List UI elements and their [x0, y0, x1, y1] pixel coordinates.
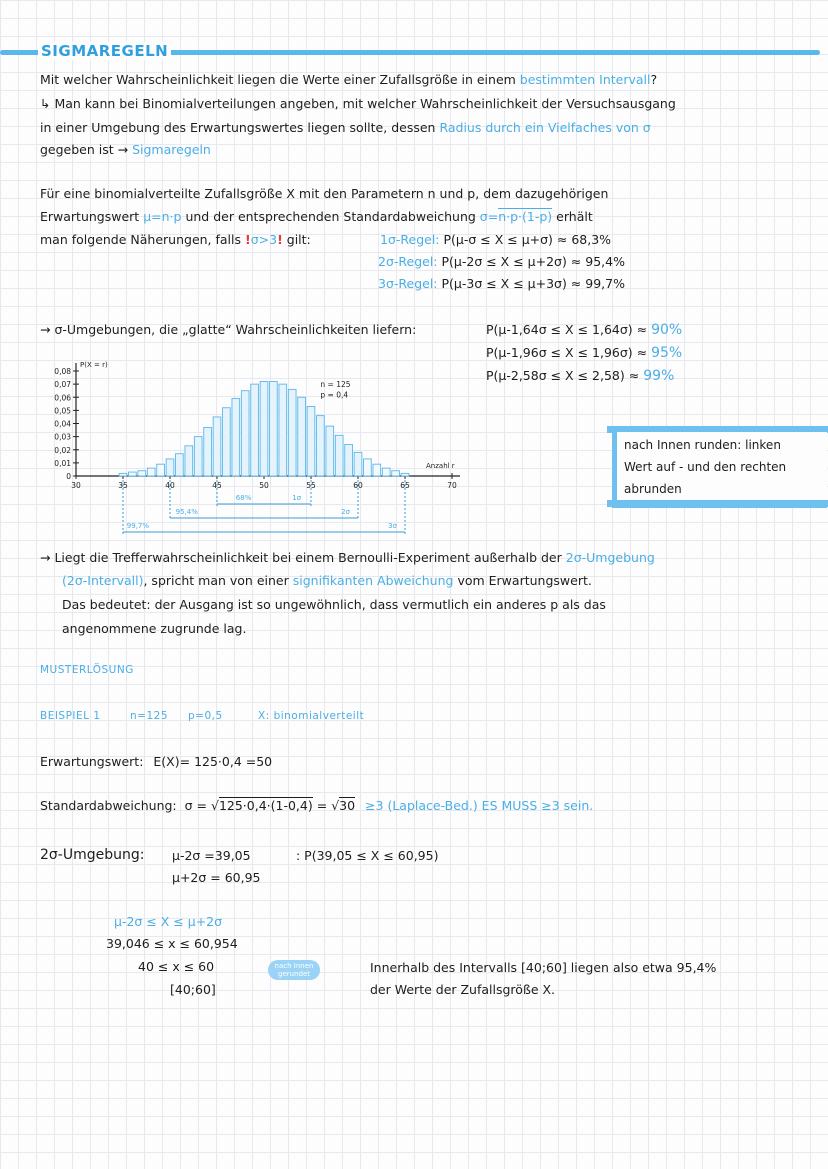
rule-2: [378, 252, 625, 271]
bar: [270, 382, 278, 477]
intro-question-mark: ?: [650, 72, 658, 87]
smooth-expr: P(μ-2,58σ ≤ X ≤ 2,58) ≈: [486, 368, 640, 383]
bar: [232, 399, 240, 476]
y-tick-label: 0,01: [54, 458, 71, 468]
note-line-1: nach Innen runden: linken: [624, 438, 781, 452]
bar: [251, 384, 259, 476]
smooth-label: → σ-Umgebungen, die „glatte“ Wahrscheinlichkeiten liefern:: [40, 322, 417, 337]
bar: [307, 406, 315, 476]
x-tick-label: 35: [118, 481, 128, 490]
sd-pre: σ =: [184, 798, 207, 813]
exclamation-icon: !: [277, 232, 283, 247]
x-tick-label: 30: [71, 481, 81, 490]
intro-highlight: bestimmten Intervall: [519, 72, 651, 87]
text: → Liegt die Trefferwahrscheinlichkeit bei einem Bernoulli-Experiment außerhalb der: [40, 550, 562, 565]
highlight: (2σ-Intervall): [62, 573, 144, 588]
smooth-item-2: [486, 343, 682, 363]
x-tick-label: 50: [259, 481, 269, 490]
note-line-2: Wert auf - und den rechten: [624, 460, 787, 474]
y-tick-label: 0,05: [54, 406, 71, 416]
rule-expr: P(μ-2σ ≤ X ≤ μ+2σ) ≈ 95,4%: [441, 254, 625, 269]
bar: [138, 471, 146, 476]
y-tick-label: 0,03: [54, 432, 71, 442]
example-dist: X: binomialverteilt: [258, 710, 365, 722]
bar: [147, 468, 155, 476]
rule-1: [380, 230, 611, 249]
x-axis-label: Anzahl r: [426, 462, 455, 470]
bar: [213, 417, 221, 476]
smooth-expr: P(μ-1,64σ ≤ X ≤ 1,64σ) ≈: [486, 322, 648, 337]
example-n: n=125: [130, 710, 168, 722]
bar: [317, 416, 325, 476]
ew-expr: E(X)= 125·0,4 =50: [153, 754, 273, 769]
smooth-expr: P(μ-1,96σ ≤ X ≤ 1,96σ) ≈: [486, 345, 648, 360]
bar: [354, 452, 362, 476]
bar: [326, 426, 334, 476]
intro-line-1: [40, 70, 657, 89]
y-tick-label: 0,06: [54, 393, 71, 403]
env-line-1: μ-2σ =39,05: [172, 848, 251, 863]
sigma-formula: σ=: [479, 209, 499, 224]
text: , spricht man von einer: [143, 573, 289, 588]
bar: [157, 464, 165, 476]
x-tick-label: 55: [306, 481, 316, 490]
bar: [392, 471, 400, 476]
bar: [401, 473, 409, 476]
y-tick-label: 0: [66, 472, 71, 481]
ew-row: [40, 752, 272, 771]
note-line-3: abrunden: [624, 482, 682, 496]
example-label: BEISPIEL 1: [40, 710, 101, 722]
bar: [364, 459, 372, 476]
env-label: 2σ-Umgebung:: [40, 847, 145, 863]
text: man folgende Näherungen, falls: [40, 232, 242, 247]
sd-eq: =: [316, 798, 328, 813]
x-tick-label: 65: [400, 481, 410, 490]
intro-text: gegeben ist →: [40, 142, 129, 157]
signif-line-3: Das bedeutet: der Ausgang ist so ungewöhnlich, dass vermutlich ein anderes p als das: [62, 597, 606, 612]
sd-condition: ≥3 (Laplace-Bed.) ES MUSS ≥3 sein.: [365, 798, 594, 813]
sigma2-label: 2σ: [341, 508, 350, 516]
sigma-root: n·p·(1-p): [498, 209, 553, 224]
bar: [373, 464, 381, 476]
page-title: SIGMAREGELN: [38, 42, 171, 60]
sigma2-pct: 95,4%: [175, 508, 198, 516]
bar: [204, 427, 212, 476]
rule-name: 3σ-Regel:: [378, 276, 438, 291]
para2-line-1: Für eine binomialverteilte Zufallsgröße X mit den Parametern n und p, dem dazugehörigen: [40, 186, 609, 201]
sd-row: Standardabweichung: σ = √125·0,4·(1-0,4) = √30 ≥3 (Laplace-Bed.) ES MUSS ≥3 sein.: [40, 798, 594, 813]
highlight: 2σ-Umgebung: [565, 550, 655, 565]
para2-line-2: [40, 207, 593, 226]
ineq-3: 40 ≤ x ≤ 60: [138, 959, 215, 974]
rule-3: [378, 274, 625, 293]
sd-label: Standardabweichung:: [40, 798, 177, 813]
para2-line-3: [40, 230, 311, 249]
sd-root: 125·0,4·(1-0,4): [218, 798, 313, 813]
sigma1-pct: 68%: [235, 494, 252, 502]
bar: [382, 468, 390, 476]
smooth-item-3: [486, 366, 674, 386]
env-line-2: μ+2σ = 60,95: [172, 870, 261, 885]
bar: [176, 454, 184, 476]
rule-name: 2σ-Regel:: [378, 254, 438, 269]
y-tick-label: 0,08: [54, 367, 71, 376]
text: Erwartungswert: [40, 209, 140, 224]
binomial-chart: [40, 356, 470, 534]
smooth-pct: 90%: [651, 322, 683, 338]
conclusion-2: der Werte der Zufallsgröße X.: [370, 982, 556, 997]
y-tick-label: 0,07: [54, 380, 71, 390]
signif-line-4: angenommene zugrunde lag.: [62, 621, 247, 636]
solution-heading: MUSTERLÖSUNG: [40, 664, 134, 676]
intro-text: in einer Umgebung des Erwartungswertes liegen sollte, dessen: [40, 120, 436, 135]
smooth-item-1: [486, 320, 682, 340]
bar: [185, 446, 193, 476]
sigma3-pct: 99,7%: [126, 522, 150, 530]
sigmaregeln-link: Sigmaregeln: [132, 142, 211, 157]
note-strip-bottom: [607, 500, 828, 507]
sigma1-label: 1σ: [292, 494, 302, 502]
intro-line-3: [40, 118, 651, 137]
rule-expr: P(μ-σ ≤ X ≤ μ+σ) ≈ 68,3%: [443, 232, 612, 247]
bar: [119, 473, 127, 476]
x-tick-label: 40: [165, 481, 175, 490]
intro-line-4: [40, 140, 211, 159]
intro-line-2: ↳ Man kann bei Binomialverteilungen angeben, mit welcher Wahrscheinlichkeit der Versuchsausgang: [40, 96, 676, 111]
example-p: p=0,5: [188, 710, 223, 722]
rule-name: 1σ-Regel:: [380, 232, 440, 247]
y-tick-label: 0,02: [54, 445, 71, 455]
intro-text: Mit welcher Wahrscheinlichkeit liegen die Werte einer Zufallsgröße in einem: [40, 72, 516, 87]
env-p: : P(39,05 ≤ X ≤ 60,95): [296, 848, 439, 863]
mu-formula: μ=n·p: [143, 209, 182, 224]
text: und der entsprechenden Standardabweichung: [185, 209, 476, 224]
bar: [288, 389, 296, 476]
sigma3-label: 3σ: [388, 522, 397, 530]
y-tick-label: 0,04: [54, 419, 71, 429]
signif-line-1: [40, 548, 655, 567]
x-tick-label: 70: [447, 481, 457, 490]
x-tick-label: 60: [353, 481, 363, 490]
rounding-bubble: nach Innen gerundet: [268, 960, 320, 980]
ew-label: Erwartungswert:: [40, 754, 144, 769]
exclamation-icon: !: [245, 232, 251, 247]
smooth-pct: 99%: [643, 368, 675, 384]
bar: [279, 384, 287, 476]
condition: σ>3: [250, 232, 278, 247]
intro-highlight: Radius durch ein Vielfaches von σ: [439, 120, 651, 135]
text: gilt:: [286, 232, 311, 247]
bar: [129, 472, 137, 476]
smooth-pct: 95%: [651, 345, 683, 361]
x-tick-label: 45: [212, 481, 222, 490]
bar: [260, 382, 268, 477]
bar: [223, 408, 231, 476]
bar: [298, 397, 306, 476]
highlight: signifikanten Abweichung: [292, 573, 454, 588]
bar: [345, 445, 353, 477]
bar: [335, 435, 343, 476]
ineq-1: μ-2σ ≤ X ≤ μ+2σ: [114, 914, 223, 929]
bar: [241, 391, 249, 476]
bar: [194, 437, 202, 476]
y-axis-label: P(X = r): [80, 361, 108, 369]
ineq-4: [40;60]: [170, 982, 216, 997]
text: vom Erwartungswert.: [457, 573, 592, 588]
sd-root2: 30: [339, 798, 356, 813]
bar: [166, 459, 174, 476]
signif-line-2: [62, 571, 592, 590]
rule-expr: P(μ-3σ ≤ X ≤ μ+3σ) ≈ 99,7%: [441, 276, 625, 291]
ineq-2: 39,046 ≤ x ≤ 60,954: [106, 936, 238, 951]
param-p: p = 0,4: [320, 390, 349, 400]
text: erhält: [556, 209, 593, 224]
param-n: n = 125: [320, 379, 351, 389]
conclusion-1: Innerhalb des Intervalls [40;60] liegen also etwa 95,4%: [370, 960, 717, 975]
